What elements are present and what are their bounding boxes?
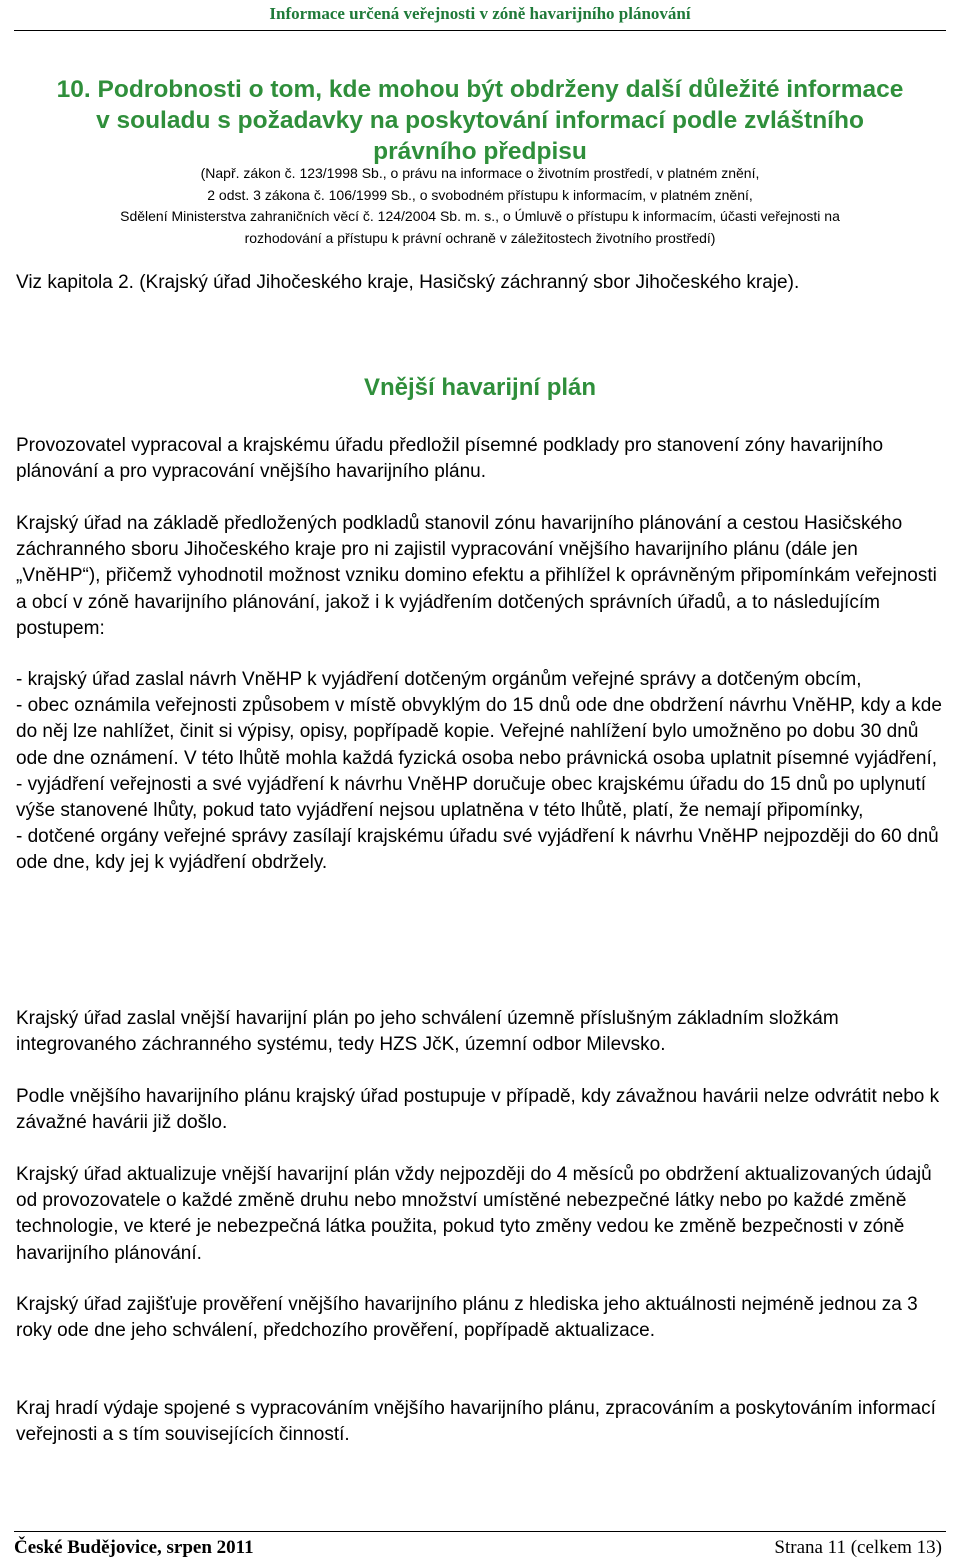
section-title-line: právního předpisu [373,138,587,165]
procedure-item: - krajský úřad zaslal návrh VněHP k vyjádření dotčeným orgánům veřejné správy a dotčeným obcím, [16,669,862,690]
footer-location-date: České Budějovice, srpen 2011 [14,1537,254,1558]
procedure-list [16,667,946,877]
legal-reference-line: rozhodování a přístupu k právní ochraně v záležitostech životního prostředí) [244,229,716,246]
section-title-line: 10. Podrobnosti o tom, kde mohou být obdrženy další důležité informace [56,76,904,103]
legal-reference-line: (Např. zákon č. 123/1998 Sb., o právu na informace o životním prostředí, v platném znění, [200,165,760,181]
footer-page-number: Strana 11 (celkem 13) [774,1537,942,1558]
header-divider [14,30,946,31]
subheading: Vnější havarijní plán [363,374,597,401]
section-title-line: v souladu s požadavky na poskytování informací podle zvláštního [96,107,864,134]
legal-reference-line: 2 odst. 3 zákona č. 106/1999 Sb., o svobodném přístupu k informacím, v platném znění, [207,186,753,203]
procedure-item: - vyjádření veřejnosti a své vyjádření k návrhu VněHP doručuje obec krajskému úřadu do 15 dnů po uplynutí výše stanovené lhůty, pokud tato vyjádření nejsou uplatněna v této lhůtě, platí, že nemají připomínky, [16,773,927,822]
procedure-item: - dotčené orgány veřejné správy zasílají krajskému úřadu své vyjádření k návrhu VněHP nejpozději do 60 dnů ode dne, kdy jej k vyjádření obdržely. [16,826,939,874]
paragraph: Provozovatel vypracoval a krajskému úřadu předložil písemné podklady pro stanovení zóny havarijního plánování a pro vypracování vnějšího havarijního plánu. [16,435,884,483]
paragraph: Kraj hradí výdaje spojené s vypracováním vnějšího havarijního plánu, zpracováním a poskytováním informací veřejnosti a s tím souvisejících činností. [16,1398,936,1446]
intro-paragraph: Viz kapitola 2. (Krajský úřad Jihočeského kraje, Hasičský záchranný sbor Jihočeského kraje). [16,272,800,293]
section-title [14,74,946,167]
paragraph: Krajský úřad aktualizuje vnější havarijní plán vždy nejpozději do 4 měsíců po obdržení aktualizovaných údajů od provozovatele o každé změně druhu nebo množství umístěné nebezpečné látky nebo po každé změně technologie, ve které je nebezpečná látka použita, pokud tyto změny vedou ke změně bezpečnosti v zóně havarijního plánování. [16,1164,932,1264]
footer-divider [14,1531,946,1532]
page-header: Informace určená veřejnosti v zóně havarijního plánování [269,4,691,23]
legal-reference-line: Sdělení Ministerstva zahraničních věcí č. 124/2004 Sb. m. s., o Úmluvě o přístupu k informacím, účasti veřejnosti na [120,208,840,224]
paragraph: Krajský úřad na základě předložených podkladů stanovil zónu havarijního plánování a cestou Hasičského záchranného sboru Jihočeského kraje pro ni zajistil vypracování vnějšího havarijního plánu (dále jen „VněHP“), přičemž vyhodnotil možnost vzniku domino efektu a přihlížel k oprávněným připomínkám veřejnosti a obcí v zóně havarijního plánování, jakož i k vyjádřením dotčených správních úřadů, a to následujícím postupem: [16,513,937,639]
procedure-item: - obec oznámila veřejnosti způsobem v místě obvyklým do 15 dnů ode dne obdržení návrhu VněHP, kdy a kde do něj lze nahlížet, činit si výpisy, opisy, popřípadě kopie. Veřejné nahlížení bylo umožněno po dobu 30 dnů ode dne oznámení. V této lhůtě mohla každá fyzická osoba nebo právnická osoba uplatnit písemné vyjádření, [16,695,942,769]
paragraph: Podle vnějšího havarijního plánu krajský úřad postupuje v případě, kdy závažnou havárii nelze odvrátit nebo k závažné havárii již došlo. [16,1086,940,1134]
legal-references [14,163,946,249]
paragraph: Krajský úřad zajišťuje prověření vnějšího havarijního plánu z hlediska jeho aktuálnosti nejméně jednou za 3 roky ode dne jeho schválení, předchozího prověření, popřípadě aktualizace. [16,1294,918,1342]
paragraph: Krajský úřad zaslal vnější havarijní plán po jeho schválení územně příslušným základním složkám integrovaného záchranného systému, tedy HZS JčK, územní odbor Milevsko. [16,1008,839,1056]
